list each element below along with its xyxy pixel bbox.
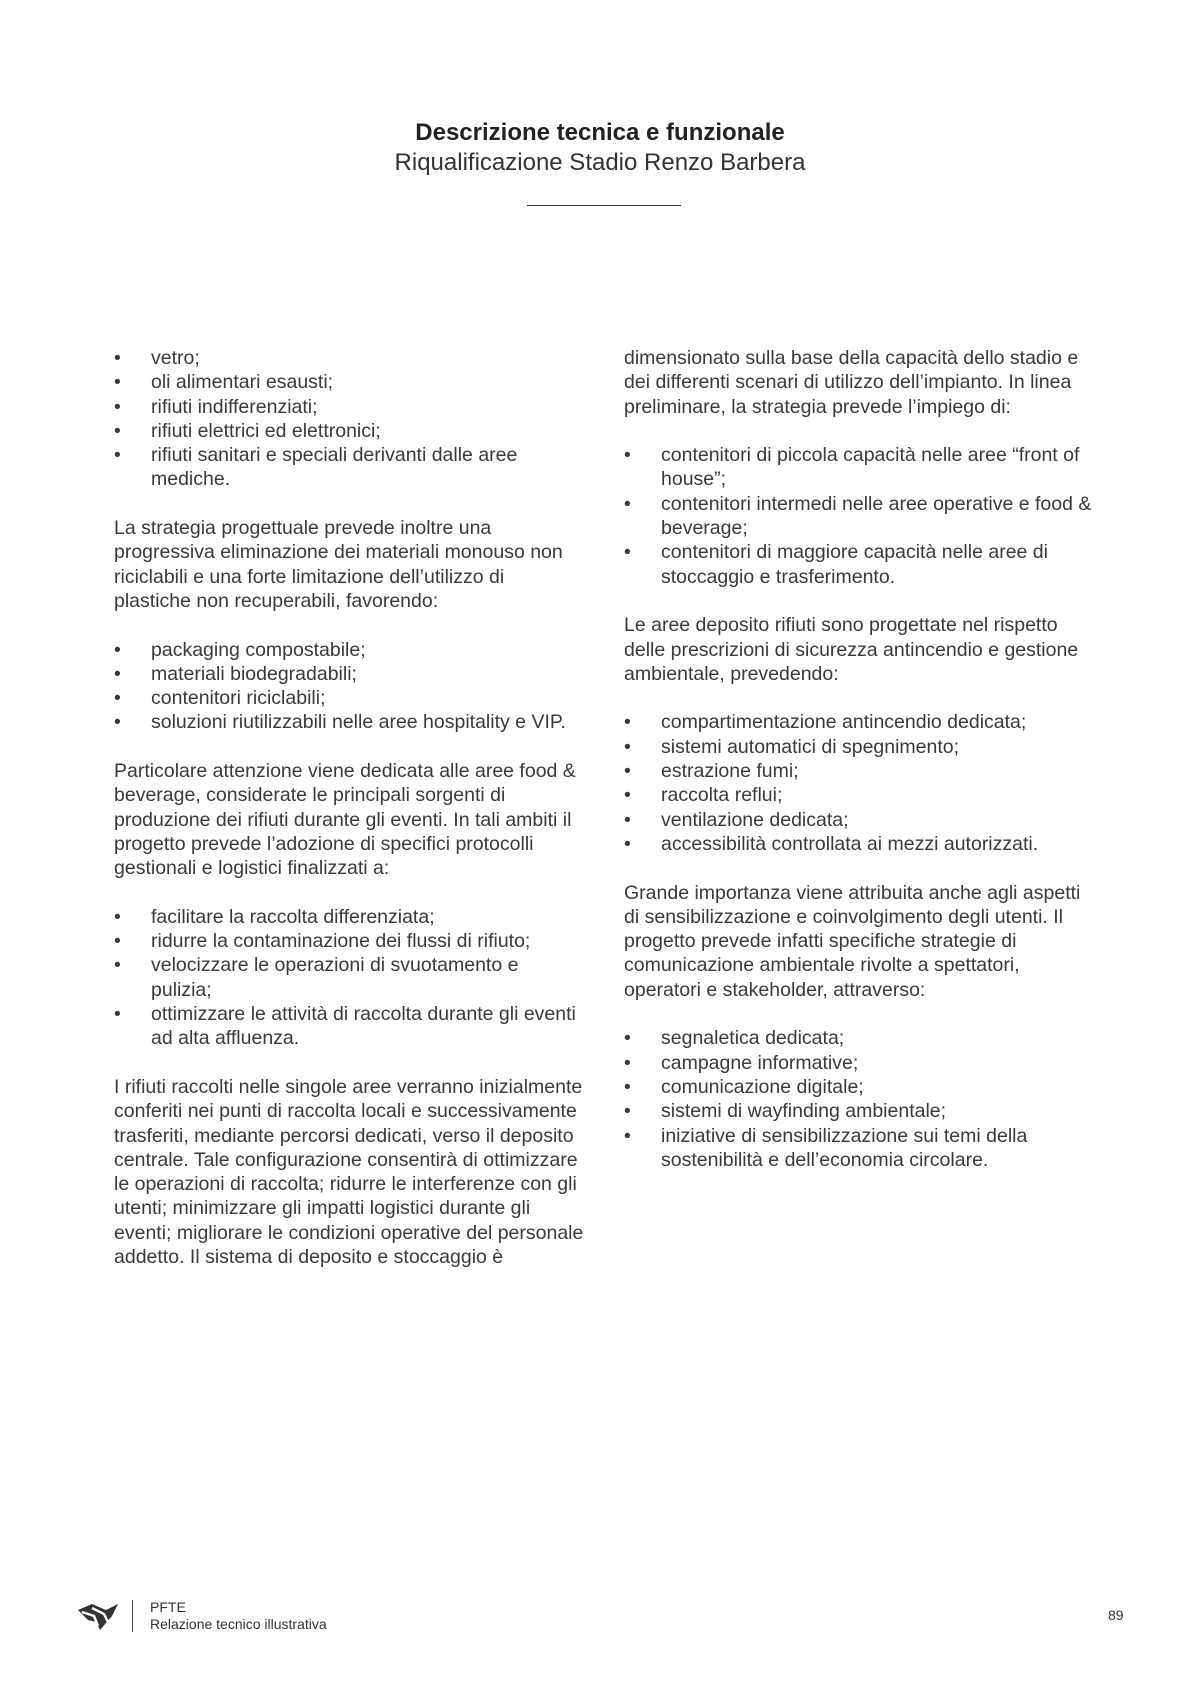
list-item (624, 443, 1094, 492)
bullet-glyph: • (624, 784, 631, 807)
bullet-glyph: • (114, 444, 121, 467)
eagle-logo-icon (76, 1600, 120, 1634)
list-item (624, 783, 1094, 807)
list-item-text: soluzioni riutilizzabili nelle aree hospitality e VIP. (151, 711, 566, 734)
bullet-list (624, 1026, 1094, 1172)
list-item-text: ridurre la contaminazione dei flussi di rifiuto; (151, 930, 531, 953)
list-item-text: contenitori intermedi nelle aree operative e food & beverage; (661, 492, 1092, 540)
list-item (624, 1075, 1094, 1099)
list-item (114, 953, 584, 1002)
bullet-glyph: • (624, 711, 631, 734)
list-item-text: sistemi di wayfinding ambientale; (661, 1100, 947, 1123)
list-item (624, 808, 1094, 832)
list-item (114, 905, 584, 929)
list-item (624, 540, 1094, 589)
list-item-text: oli alimentari esausti; (151, 371, 334, 394)
list-item (624, 1099, 1094, 1123)
list-item-text: segnaletica dedicata; (661, 1027, 845, 1050)
bullet-glyph: • (114, 1003, 121, 1026)
paragraph: Le aree deposito rifiuti sono progettate nel rispetto delle prescrizioni di sicurezza antincendio e gestione ambientale, prevedendo: (624, 614, 1079, 685)
list-item (624, 759, 1094, 783)
list-item-text: rifiuti sanitari e speciali derivanti dalle aree mediche. (151, 444, 518, 491)
paragraph: Grande importanza viene attribuita anche agli aspetti di sensibilizzazione e coinvolgimento degli utenti. Il progetto prevede infatti specifiche strategie di comunicazione ambientale rivolte a spettatori, operatori e stakeholder, attraverso: (624, 881, 1081, 1001)
list-item (624, 1051, 1094, 1075)
list-item (114, 1002, 584, 1051)
list-item-text: sistemi automatici di spegnimento; (661, 735, 960, 758)
title-divider (527, 205, 681, 206)
bullet-glyph: • (624, 1051, 631, 1074)
list-item-text: contenitori di piccola capacità nelle aree “front of house”; (661, 444, 1080, 491)
bullet-list (114, 638, 584, 735)
page-number: 89 (1108, 1607, 1124, 1623)
list-item-text: ventilazione dedicata; (661, 808, 849, 831)
bullet-glyph: • (114, 687, 121, 710)
list-item (114, 638, 584, 662)
list-item (114, 443, 584, 492)
list-item-text: accessibilità controllata ai mezzi autorizzati. (661, 832, 1039, 855)
list-item (624, 735, 1094, 759)
list-item-text: vetro; (151, 347, 200, 369)
bullet-list (114, 346, 584, 492)
footer-line-1: PFTE (150, 1599, 186, 1615)
list-item (624, 1124, 1094, 1173)
bullet-glyph: • (114, 638, 121, 661)
paragraph: Particolare attenzione viene dedicata alle aree food & beverage, considerate le principali sorgenti di produzione dei rifiuti durante gli eventi. In tali ambiti il progetto prevede l’adozione di specifici protocolli gestionali e logistici finalizzati a: (114, 760, 576, 880)
bullet-glyph: • (114, 395, 121, 418)
list-item-text: ottimizzare le attività di raccolta durante gli eventi ad alta affluenza. (151, 1003, 576, 1050)
list-item-text: raccolta reflui; (661, 784, 783, 807)
bullet-glyph: • (624, 760, 631, 783)
list-item (114, 370, 584, 394)
bullet-glyph: • (624, 1124, 631, 1147)
bullet-glyph: • (114, 905, 121, 928)
bullet-glyph: • (624, 1100, 631, 1123)
page-header (0, 118, 1200, 178)
list-item-text: comunicazione digitale; (661, 1075, 864, 1098)
page-title: Descrizione tecnica e funzionale (415, 119, 785, 146)
list-item (114, 395, 584, 419)
footer-line-2: Relazione tecnico illustrativa (150, 1616, 327, 1632)
paragraph: I rifiuti raccolti nelle singole aree verranno inizialmente conferiti nei punti di raccolta locali e successivamente trasferiti, mediante percorsi dedicati, verso il deposito centrale. Tale configurazione consentirà di ottimizzare le operazioni di raccolta; ridurre le interferenze con gli utenti; minimizzare gli impatti logistici durante gli eventi; migliorare le condizioni operative del personale addetto. Il sistema di deposito e stoccaggio è (114, 1075, 584, 1268)
bullet-glyph: • (624, 492, 631, 515)
list-item (114, 929, 584, 953)
list-item-text: velocizzare le operazioni di svuotamento e pulizia; (151, 954, 519, 1001)
list-item-text: estrazione fumi; (661, 760, 799, 783)
bullet-glyph: • (624, 735, 631, 758)
page-subtitle: Riqualificazione Stadio Renzo Barbera (394, 149, 806, 176)
bullet-glyph: • (114, 662, 121, 685)
list-item (114, 710, 584, 734)
right-column (624, 346, 1094, 1196)
list-item (624, 1026, 1094, 1050)
bullet-glyph: • (624, 1027, 631, 1050)
list-item-text: rifiuti elettrici ed elettronici; (151, 419, 381, 442)
list-item (114, 346, 584, 370)
footer-divider (132, 1600, 133, 1632)
list-item (624, 710, 1094, 734)
list-item (114, 419, 584, 443)
left-column (114, 346, 584, 1294)
bullet-list (114, 905, 584, 1051)
list-item-text: iniziative di sensibilizzazione sui temi della sostenibilità e dell’economia circolare. (661, 1124, 1028, 1171)
bullet-glyph: • (624, 541, 631, 564)
bullet-list (624, 710, 1094, 856)
list-item (624, 832, 1094, 856)
list-item-text: facilitare la raccolta differenziata; (151, 905, 435, 928)
list-item-text: compartimentazione antincendio dedicata; (661, 711, 1027, 734)
bullet-glyph: • (114, 711, 121, 734)
list-item-text: contenitori di maggiore capacità nelle aree di stoccaggio e trasferimento. (661, 541, 1048, 588)
footer-label (150, 1599, 327, 1633)
list-item (624, 492, 1094, 541)
bullet-list (624, 443, 1094, 589)
list-item-text: campagne informative; (661, 1051, 859, 1074)
paragraph: dimensionato sulla base della capacità dello stadio e dei differenti scenari di utilizzo dell’impianto. In linea preliminare, la strategia prevede l’impiego di: (624, 347, 1079, 418)
bullet-glyph: • (624, 832, 631, 855)
bullet-glyph: • (114, 419, 121, 442)
bullet-glyph: • (624, 444, 631, 467)
bullet-glyph: • (114, 371, 121, 394)
bullet-glyph: • (624, 1075, 631, 1098)
list-item-text: packaging compostabile; (151, 638, 366, 661)
list-item-text: rifiuti indifferenziati; (151, 395, 318, 418)
list-item-text: contenitori riciclabili; (151, 687, 326, 710)
list-item-text: materiali biodegradabili; (151, 662, 357, 685)
bullet-glyph: • (114, 930, 121, 953)
bullet-glyph: • (624, 808, 631, 831)
bullet-glyph: • (114, 954, 121, 977)
list-item (114, 686, 584, 710)
bullet-glyph: • (114, 347, 121, 369)
paragraph: La strategia progettuale prevede inoltre una progressiva eliminazione dei materiali monouso non riciclabili e una forte limitazione dell’utilizzo di plastiche non recuperabili, favorendo: (114, 517, 563, 612)
list-item (114, 662, 584, 686)
